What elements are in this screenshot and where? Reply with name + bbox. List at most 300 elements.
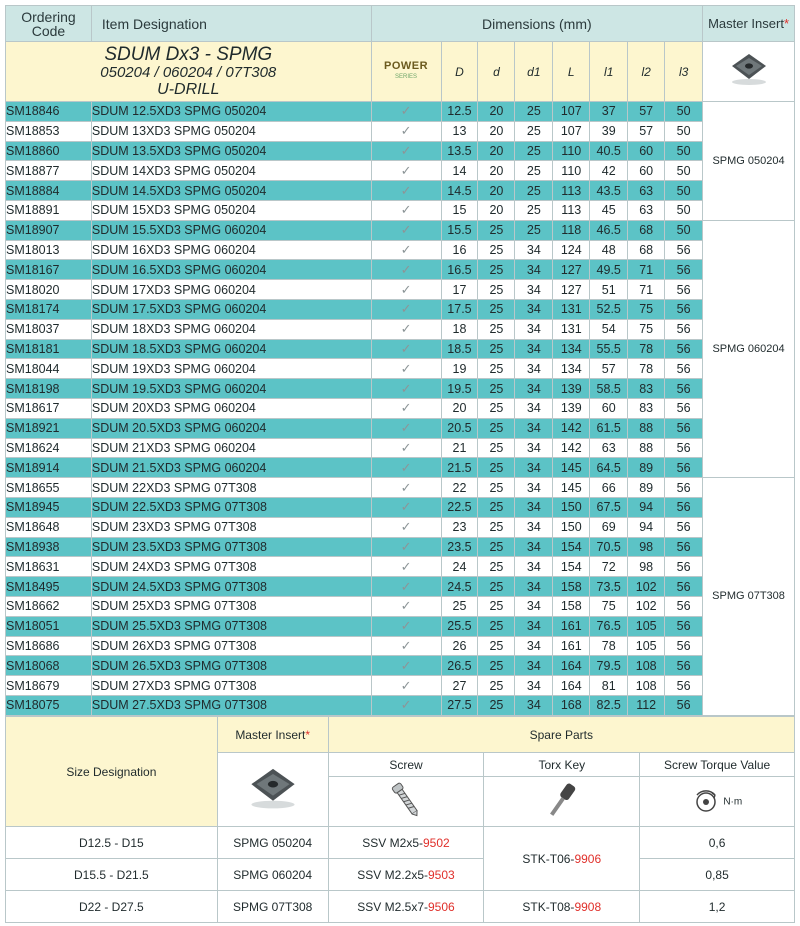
- dim-l1: 52.5: [590, 299, 628, 319]
- item-designation: SDUM 21.5XD3 SPMG 060204: [91, 458, 371, 478]
- torque-value: 1,2: [640, 891, 795, 923]
- dim-L: 145: [553, 478, 590, 498]
- dim-d: 25: [478, 319, 515, 339]
- dim-d: 25: [478, 517, 515, 537]
- ordering-code: SM18068: [6, 656, 92, 676]
- ordering-code: SM18617: [6, 398, 92, 418]
- dim-d1: 34: [515, 280, 553, 300]
- table-row: [6, 339, 795, 359]
- dim-header-l3: l3: [665, 42, 703, 102]
- dim-l1: 46.5: [590, 220, 628, 240]
- item-designation: SDUM 24.5XD3 SPMG 07T308: [91, 577, 371, 597]
- item-designation-header: Item Designation: [91, 6, 371, 42]
- item-designation: SDUM 23.5XD3 SPMG 07T308: [91, 537, 371, 557]
- dim-l1: 61.5: [590, 418, 628, 438]
- dim-l2: 108: [628, 656, 665, 676]
- table-row: [6, 557, 795, 577]
- table-row: [6, 299, 795, 319]
- ordering-code: SM18181: [6, 339, 92, 359]
- dim-D: 20: [441, 398, 478, 418]
- item-designation: SDUM 21XD3 SPMG 060204: [91, 438, 371, 458]
- dim-l3: 50: [665, 161, 703, 181]
- dim-l1: 66: [590, 478, 628, 498]
- table-row: [6, 517, 795, 537]
- dim-l3: 56: [665, 280, 703, 300]
- dim-d1: 25: [515, 200, 553, 220]
- dim-d: 25: [478, 478, 515, 498]
- ordering-code: SM18044: [6, 359, 92, 379]
- dim-l1: 76.5: [590, 616, 628, 636]
- dim-d: 25: [478, 577, 515, 597]
- dim-l3: 56: [665, 656, 703, 676]
- item-designation: SDUM 26XD3 SPMG 07T308: [91, 636, 371, 656]
- torx-key-icon: [540, 778, 584, 822]
- item-designation: SDUM 16XD3 SPMG 060204: [91, 240, 371, 260]
- item-designation: SDUM 27XD3 SPMG 07T308: [91, 676, 371, 696]
- dim-L: 142: [553, 438, 590, 458]
- dim-L: 142: [553, 418, 590, 438]
- dim-d1: 34: [515, 299, 553, 319]
- master-insert-image: [703, 42, 795, 102]
- screw-code: 9503: [428, 867, 455, 882]
- title-line-1: SDUM Dx3 - SPMG: [104, 44, 273, 65]
- dim-L: 134: [553, 359, 590, 379]
- dim-l1: 72: [590, 557, 628, 577]
- spare-master-insert-label: Master Insert: [235, 727, 306, 742]
- dim-L: 154: [553, 557, 590, 577]
- table-row: [6, 319, 795, 339]
- ordering-code: SM18075: [6, 695, 92, 715]
- dim-L: 164: [553, 676, 590, 696]
- ordering-code: SM18495: [6, 577, 92, 597]
- dim-l1: 64.5: [590, 458, 628, 478]
- dim-D: 14: [441, 161, 478, 181]
- dim-L: 145: [553, 458, 590, 478]
- torque-value: 0,85: [640, 859, 795, 891]
- master-insert-group: SPMG 060204: [703, 220, 795, 477]
- ordering-code: SM18846: [6, 102, 92, 122]
- check-icon: ✓: [371, 695, 441, 715]
- dim-l3: 56: [665, 497, 703, 517]
- dim-D: 25: [441, 596, 478, 616]
- table-row: [6, 438, 795, 458]
- table-row: [6, 220, 795, 240]
- item-designation: SDUM 25XD3 SPMG 07T308: [91, 596, 371, 616]
- dim-D: 17: [441, 280, 478, 300]
- torx-key-cell: [484, 891, 640, 923]
- dim-l2: 88: [628, 438, 665, 458]
- dim-l1: 43.5: [590, 181, 628, 201]
- torx-key-header: Torx Key: [484, 753, 640, 777]
- item-designation: SDUM 18.5XD3 SPMG 060204: [91, 339, 371, 359]
- item-designation: SDUM 13XD3 SPMG 050204: [91, 121, 371, 141]
- item-designation: SDUM 16.5XD3 SPMG 060204: [91, 260, 371, 280]
- dim-l3: 56: [665, 557, 703, 577]
- table-row: [6, 656, 795, 676]
- check-icon: ✓: [371, 418, 441, 438]
- table-row: [6, 200, 795, 220]
- check-icon: ✓: [371, 141, 441, 161]
- dim-d1: 34: [515, 656, 553, 676]
- torx-key-cell: [484, 827, 640, 891]
- check-icon: ✓: [371, 260, 441, 280]
- spare-insert: SPMG 07T308: [217, 891, 328, 923]
- key-code: 9906: [574, 851, 602, 866]
- check-icon: ✓: [371, 240, 441, 260]
- table-row: [6, 497, 795, 517]
- dim-l1: 67.5: [590, 497, 628, 517]
- dim-l3: 56: [665, 240, 703, 260]
- ordering-code: SM18648: [6, 517, 92, 537]
- table-row: [6, 141, 795, 161]
- item-designation: SDUM 19.5XD3 SPMG 060204: [91, 379, 371, 399]
- table-row: [6, 121, 795, 141]
- dim-l2: 75: [628, 319, 665, 339]
- check-icon: ✓: [371, 359, 441, 379]
- dim-l3: 56: [665, 676, 703, 696]
- check-icon: ✓: [371, 636, 441, 656]
- dim-d: 25: [478, 379, 515, 399]
- dim-l2: 98: [628, 537, 665, 557]
- check-icon: ✓: [371, 676, 441, 696]
- check-icon: ✓: [371, 577, 441, 597]
- dim-l1: 51: [590, 280, 628, 300]
- item-designation: SDUM 18XD3 SPMG 060204: [91, 319, 371, 339]
- dim-l3: 50: [665, 121, 703, 141]
- ordering-code: SM18037: [6, 319, 92, 339]
- insert-icon: [245, 765, 301, 811]
- spare-insert-image: [217, 753, 328, 827]
- dim-L: 161: [553, 616, 590, 636]
- item-designation: SDUM 14XD3 SPMG 050204: [91, 161, 371, 181]
- dim-L: 139: [553, 379, 590, 399]
- dim-l1: 37: [590, 102, 628, 122]
- dim-header-d1: d1: [515, 42, 553, 102]
- dim-header-l2: l2: [628, 42, 665, 102]
- dim-l3: 56: [665, 379, 703, 399]
- dim-l3: 56: [665, 537, 703, 557]
- dim-l1: 42: [590, 161, 628, 181]
- dim-D: 13.5: [441, 141, 478, 161]
- dim-l3: 56: [665, 596, 703, 616]
- dim-L: 158: [553, 577, 590, 597]
- torque-image: [640, 777, 795, 827]
- dim-D: 18.5: [441, 339, 478, 359]
- power-logo-text: POWER: [384, 59, 429, 72]
- dim-l3: 56: [665, 517, 703, 537]
- check-icon: ✓: [371, 121, 441, 141]
- ordering-code: SM18198: [6, 379, 92, 399]
- dim-l3: 56: [665, 577, 703, 597]
- check-icon: ✓: [371, 438, 441, 458]
- table-row: [6, 478, 795, 498]
- ordering-code: SM18921: [6, 418, 92, 438]
- master-insert-group: SPMG 07T308: [703, 478, 795, 716]
- dim-L: 113: [553, 200, 590, 220]
- item-designation: SDUM 15.5XD3 SPMG 060204: [91, 220, 371, 240]
- dim-D: 26: [441, 636, 478, 656]
- dim-D: 13: [441, 121, 478, 141]
- dim-l3: 50: [665, 102, 703, 122]
- dim-header-D: D: [441, 42, 478, 102]
- item-designation: SDUM 23XD3 SPMG 07T308: [91, 517, 371, 537]
- dim-l2: 68: [628, 220, 665, 240]
- product-table: [5, 5, 795, 716]
- dim-D: 25.5: [441, 616, 478, 636]
- dim-L: 107: [553, 102, 590, 122]
- table-row: [6, 596, 795, 616]
- dim-d1: 34: [515, 636, 553, 656]
- check-icon: ✓: [371, 616, 441, 636]
- dim-d1: 34: [515, 596, 553, 616]
- screw-code: 9502: [422, 835, 450, 850]
- screw-image: [328, 777, 484, 827]
- dim-L: 164: [553, 656, 590, 676]
- dim-L: 154: [553, 537, 590, 557]
- dim-l3: 56: [665, 695, 703, 715]
- dim-D: 22.5: [441, 497, 478, 517]
- item-designation: SDUM 27.5XD3 SPMG 07T308: [91, 695, 371, 715]
- dim-d: 25: [478, 596, 515, 616]
- dimensions-header: Dimensions (mm): [371, 6, 703, 42]
- dim-l1: 70.5: [590, 537, 628, 557]
- dim-l2: 78: [628, 359, 665, 379]
- dim-d: 25: [478, 458, 515, 478]
- ordering-code: SM18167: [6, 260, 92, 280]
- table-row: [6, 695, 795, 715]
- dim-D: 24: [441, 557, 478, 577]
- ordering-code: SM18679: [6, 676, 92, 696]
- item-designation: SDUM 20XD3 SPMG 060204: [91, 398, 371, 418]
- ordering-code: SM18174: [6, 299, 92, 319]
- dim-l1: 78: [590, 636, 628, 656]
- spare-insert: SPMG 050204: [217, 827, 328, 859]
- dim-L: 134: [553, 339, 590, 359]
- dim-D: 15: [441, 200, 478, 220]
- torque-unit: N·m: [723, 796, 743, 807]
- dim-d: 25: [478, 636, 515, 656]
- dim-d: 25: [478, 220, 515, 240]
- dim-l3: 50: [665, 181, 703, 201]
- check-icon: ✓: [371, 220, 441, 240]
- dim-l3: 56: [665, 339, 703, 359]
- dim-l1: 49.5: [590, 260, 628, 280]
- dim-d: 20: [478, 200, 515, 220]
- dim-d1: 34: [515, 379, 553, 399]
- dim-D: 22: [441, 478, 478, 498]
- dim-l1: 79.5: [590, 656, 628, 676]
- asterisk: *: [305, 727, 311, 742]
- ordering-code: SM18907: [6, 220, 92, 240]
- dim-l2: 89: [628, 458, 665, 478]
- screw-cell: [328, 859, 484, 891]
- screw-torque-header: Screw Torque Value: [640, 753, 795, 777]
- item-designation: SDUM 26.5XD3 SPMG 07T308: [91, 656, 371, 676]
- dim-d: 25: [478, 260, 515, 280]
- dim-L: 107: [553, 121, 590, 141]
- dim-l1: 54: [590, 319, 628, 339]
- dim-l2: 57: [628, 121, 665, 141]
- check-icon: ✓: [371, 596, 441, 616]
- table-row: [6, 359, 795, 379]
- dim-L: 168: [553, 695, 590, 715]
- dim-d: 20: [478, 121, 515, 141]
- spare-parts-header: Spare Parts: [328, 717, 794, 753]
- dim-header-d: d: [478, 42, 515, 102]
- check-icon: ✓: [371, 497, 441, 517]
- size-designation: D12.5 - D15: [6, 827, 218, 859]
- dim-d1: 34: [515, 260, 553, 280]
- screw-base: SSV M2.5x7-: [357, 899, 428, 914]
- dim-l2: 83: [628, 379, 665, 399]
- dim-D: 24.5: [441, 577, 478, 597]
- table-row: [6, 181, 795, 201]
- dim-d1: 25: [515, 161, 553, 181]
- dim-L: 158: [553, 596, 590, 616]
- dim-d: 25: [478, 240, 515, 260]
- master-insert-header-label: Master Insert: [708, 15, 784, 31]
- torx-key-image: [484, 777, 640, 827]
- dim-l3: 56: [665, 359, 703, 379]
- torque-value: 0,6: [640, 827, 795, 859]
- dim-l1: 45: [590, 200, 628, 220]
- dim-l1: 82.5: [590, 695, 628, 715]
- dim-L: 113: [553, 181, 590, 201]
- dim-d1: 34: [515, 339, 553, 359]
- dim-D: 23: [441, 517, 478, 537]
- item-designation: SDUM 22XD3 SPMG 07T308: [91, 478, 371, 498]
- dim-l3: 56: [665, 418, 703, 438]
- spare-row: [6, 891, 795, 923]
- table-row: [6, 458, 795, 478]
- dim-D: 20.5: [441, 418, 478, 438]
- size-designation: D15.5 - D21.5: [6, 859, 218, 891]
- dim-d1: 34: [515, 517, 553, 537]
- dim-l1: 75: [590, 596, 628, 616]
- item-designation: SDUM 22.5XD3 SPMG 07T308: [91, 497, 371, 517]
- spare-master-insert-header: [217, 717, 328, 753]
- key-base: STK-T06-: [522, 851, 575, 866]
- dim-D: 18: [441, 319, 478, 339]
- dim-D: 26.5: [441, 656, 478, 676]
- dim-l1: 58.5: [590, 379, 628, 399]
- dim-l3: 56: [665, 438, 703, 458]
- dim-l3: 56: [665, 478, 703, 498]
- check-icon: ✓: [371, 379, 441, 399]
- dim-l1: 40.5: [590, 141, 628, 161]
- dim-L: 127: [553, 260, 590, 280]
- check-icon: ✓: [371, 161, 441, 181]
- dim-d: 25: [478, 656, 515, 676]
- table-row: [6, 280, 795, 300]
- dim-d1: 34: [515, 458, 553, 478]
- dim-L: 127: [553, 280, 590, 300]
- table-row: [6, 398, 795, 418]
- dim-l2: 63: [628, 200, 665, 220]
- dim-d1: 25: [515, 141, 553, 161]
- check-icon: ✓: [371, 339, 441, 359]
- dim-l3: 56: [665, 398, 703, 418]
- screw-cell: [328, 827, 484, 859]
- table-row: [6, 260, 795, 280]
- dim-d1: 34: [515, 359, 553, 379]
- dim-d: 25: [478, 695, 515, 715]
- dim-D: 27.5: [441, 695, 478, 715]
- dim-L: 124: [553, 240, 590, 260]
- spare-row: [6, 827, 795, 859]
- title-line-2: 050204 / 060204 / 07T308: [100, 64, 277, 81]
- item-designation: SDUM 17.5XD3 SPMG 060204: [91, 299, 371, 319]
- check-icon: ✓: [371, 299, 441, 319]
- dim-l2: 112: [628, 695, 665, 715]
- dim-d1: 34: [515, 537, 553, 557]
- dim-l2: 102: [628, 596, 665, 616]
- table-row: [6, 102, 795, 122]
- dim-d1: 25: [515, 181, 553, 201]
- screw-cell: [328, 891, 484, 923]
- ordering-code: SM18020: [6, 280, 92, 300]
- dim-d1: 34: [515, 616, 553, 636]
- ordering-code: SM18945: [6, 497, 92, 517]
- dim-D: 15.5: [441, 220, 478, 240]
- check-icon: ✓: [371, 398, 441, 418]
- ordering-code: SM18914: [6, 458, 92, 478]
- table-row: [6, 418, 795, 438]
- ordering-code: SM18891: [6, 200, 92, 220]
- dim-L: 139: [553, 398, 590, 418]
- dim-d1: 34: [515, 497, 553, 517]
- table-row: [6, 636, 795, 656]
- dim-l2: 89: [628, 478, 665, 498]
- master-insert-group: SPMG 050204: [703, 102, 795, 221]
- dim-D: 14.5: [441, 181, 478, 201]
- ordering-code: SM18051: [6, 616, 92, 636]
- item-designation: SDUM 15XD3 SPMG 050204: [91, 200, 371, 220]
- dim-l2: 83: [628, 398, 665, 418]
- check-icon: ✓: [371, 537, 441, 557]
- dim-d: 25: [478, 398, 515, 418]
- dim-L: 150: [553, 517, 590, 537]
- dim-l3: 50: [665, 220, 703, 240]
- dim-header-l1: l1: [590, 42, 628, 102]
- dim-d: 25: [478, 537, 515, 557]
- key-code: 9908: [574, 899, 602, 914]
- asterisk: *: [783, 15, 789, 31]
- item-designation: SDUM 19XD3 SPMG 060204: [91, 359, 371, 379]
- dim-l2: 68: [628, 240, 665, 260]
- ordering-code-header: Ordering Code: [6, 6, 92, 42]
- dim-l3: 50: [665, 200, 703, 220]
- spare-header-row: [6, 717, 795, 753]
- dim-l2: 94: [628, 497, 665, 517]
- dim-d1: 25: [515, 102, 553, 122]
- table-row: [6, 577, 795, 597]
- dim-L: 110: [553, 141, 590, 161]
- dim-l2: 57: [628, 102, 665, 122]
- dim-d1: 25: [515, 121, 553, 141]
- dim-l1: 81: [590, 676, 628, 696]
- dim-d: 25: [478, 497, 515, 517]
- dim-D: 21.5: [441, 458, 478, 478]
- dim-l2: 98: [628, 557, 665, 577]
- dim-d: 25: [478, 616, 515, 636]
- screw-base: SSV M2x5-: [362, 835, 423, 850]
- size-designation: D22 - D27.5: [6, 891, 218, 923]
- dim-l2: 102: [628, 577, 665, 597]
- ordering-code: SM18884: [6, 181, 92, 201]
- check-icon: ✓: [371, 102, 441, 122]
- dim-d1: 34: [515, 577, 553, 597]
